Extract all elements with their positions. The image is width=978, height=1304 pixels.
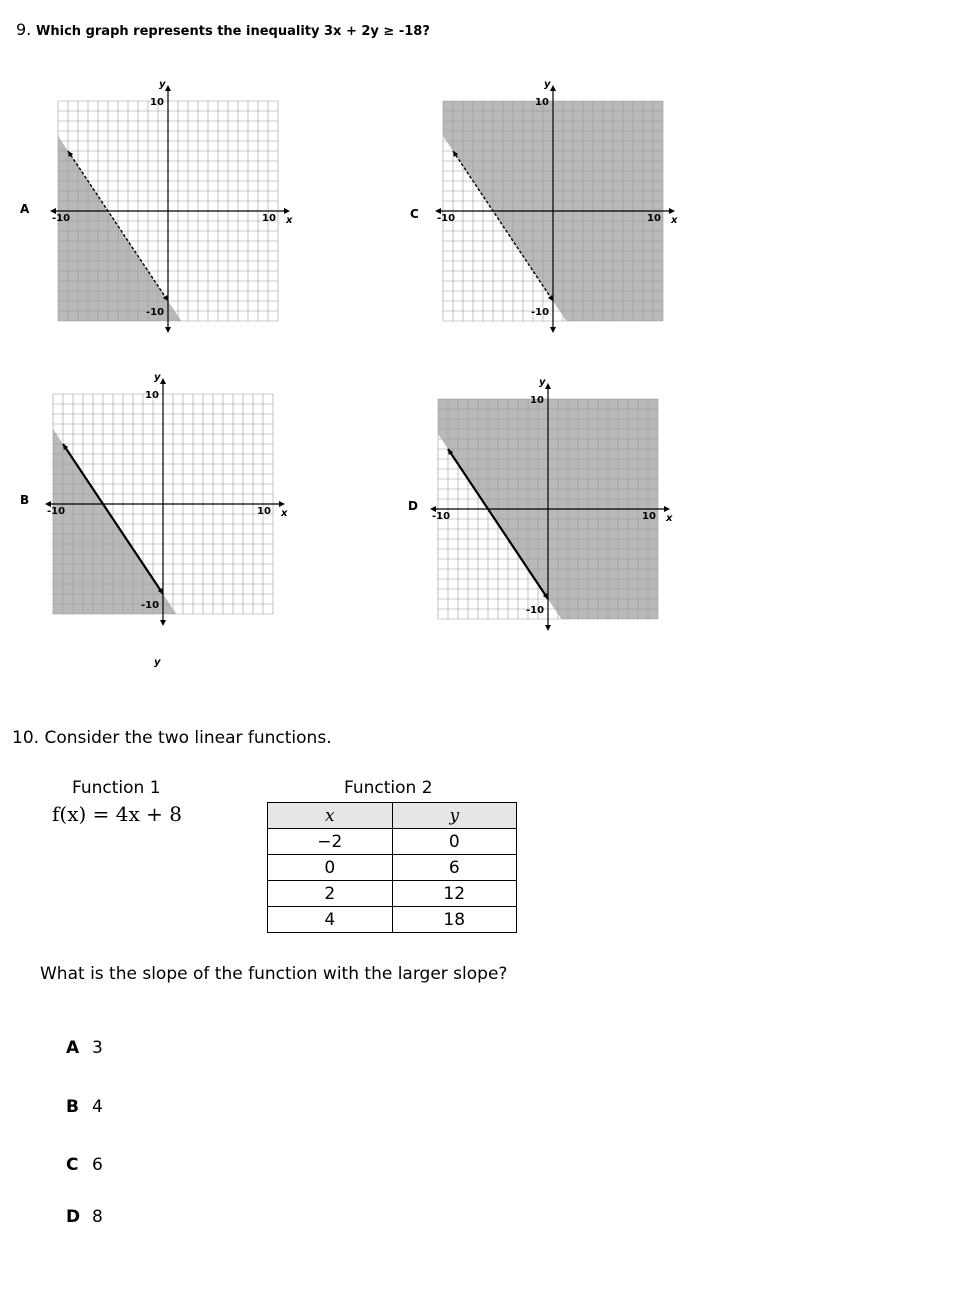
x-axis-label: x bbox=[666, 513, 673, 524]
function-2-table bbox=[267, 802, 517, 933]
y-min-label: -10 bbox=[141, 600, 160, 611]
arrow-icon bbox=[550, 327, 556, 333]
graph-option-c[interactable] bbox=[425, 75, 695, 345]
choice-b[interactable] bbox=[66, 1097, 103, 1117]
choice-c[interactable] bbox=[66, 1155, 103, 1175]
table-header-row bbox=[268, 803, 517, 829]
arrow-icon bbox=[545, 383, 551, 389]
choice-b-value: 4 bbox=[92, 1097, 103, 1117]
question-9-number: 9. bbox=[16, 20, 32, 39]
table-cell: 12 bbox=[392, 881, 517, 907]
x-max-label: 10 bbox=[642, 511, 656, 522]
question-10-number: 10. bbox=[12, 728, 40, 748]
x-min-label: -10 bbox=[437, 213, 456, 224]
option-c-label[interactable]: C bbox=[410, 207, 419, 221]
x-axis-label: x bbox=[281, 508, 288, 519]
arrow-icon bbox=[279, 501, 285, 507]
table-header-y: y bbox=[392, 803, 517, 829]
table-cell: −2 bbox=[268, 829, 393, 855]
y-max-label: 10 bbox=[150, 97, 164, 108]
y-max-label: 10 bbox=[535, 97, 549, 108]
function-1-title: Function 1 bbox=[72, 778, 161, 798]
choice-d[interactable] bbox=[66, 1207, 103, 1227]
arrow-icon bbox=[160, 620, 166, 626]
graph-option-b[interactable] bbox=[35, 368, 305, 638]
x-max-label: 10 bbox=[257, 506, 271, 517]
arrow-icon bbox=[160, 378, 166, 384]
choice-a-letter: A bbox=[66, 1038, 80, 1058]
y-min-label: -10 bbox=[526, 605, 545, 616]
graph-option-a[interactable] bbox=[40, 75, 310, 345]
choice-c-value: 6 bbox=[92, 1155, 103, 1175]
choice-d-value: 8 bbox=[92, 1207, 103, 1227]
choice-c-letter: C bbox=[66, 1155, 79, 1175]
arrow-icon bbox=[669, 208, 675, 214]
table-row bbox=[268, 881, 517, 907]
arrow-icon bbox=[165, 85, 171, 91]
table-cell: 0 bbox=[392, 829, 517, 855]
question-10 bbox=[12, 728, 332, 748]
option-a-label[interactable]: A bbox=[20, 202, 30, 216]
y-axis-label: y bbox=[154, 372, 161, 383]
stray-axis-label: y bbox=[154, 657, 161, 668]
arrow-icon bbox=[165, 327, 171, 333]
x-min-label: -10 bbox=[47, 506, 66, 517]
arrow-icon bbox=[550, 85, 556, 91]
x-axis-label: x bbox=[671, 215, 678, 226]
table-cell: 18 bbox=[392, 907, 517, 933]
y-min-label: -10 bbox=[531, 307, 550, 318]
y-min-label: -10 bbox=[146, 307, 165, 318]
x-min-label: -10 bbox=[432, 511, 451, 522]
x-min-label: -10 bbox=[52, 213, 71, 224]
table-header-x: x bbox=[268, 803, 393, 829]
y-axis-label: y bbox=[544, 79, 551, 90]
x-axis-label: x bbox=[286, 215, 293, 226]
table-cell: 6 bbox=[392, 855, 517, 881]
table-cell: 2 bbox=[268, 881, 393, 907]
graph-option-d[interactable] bbox=[420, 373, 690, 643]
arrow-icon bbox=[284, 208, 290, 214]
choice-a[interactable] bbox=[66, 1038, 103, 1058]
option-d-label[interactable]: D bbox=[408, 499, 418, 513]
choice-b-letter: B bbox=[66, 1097, 79, 1117]
table-row bbox=[268, 907, 517, 933]
question-9-text: Which graph represents the inequality 3x + 2y ≥ -18? bbox=[36, 24, 430, 39]
table-cell: 4 bbox=[268, 907, 393, 933]
table-cell: 0 bbox=[268, 855, 393, 881]
option-b-label[interactable]: B bbox=[20, 493, 30, 507]
y-max-label: 10 bbox=[145, 390, 159, 401]
question-10-text: Consider the two linear functions. bbox=[44, 728, 332, 748]
arrow-icon bbox=[545, 625, 551, 631]
question-9 bbox=[16, 20, 430, 39]
table-row bbox=[268, 829, 517, 855]
x-max-label: 10 bbox=[647, 213, 661, 224]
arrow-icon bbox=[664, 506, 670, 512]
y-axis-label: y bbox=[159, 79, 166, 90]
choice-a-value: 3 bbox=[92, 1038, 103, 1058]
function-1-equation: f(x) = 4x + 8 bbox=[52, 802, 182, 826]
y-axis-label: y bbox=[539, 377, 546, 388]
table-row bbox=[268, 855, 517, 881]
x-max-label: 10 bbox=[262, 213, 276, 224]
question-10-prompt: What is the slope of the function with the larger slope? bbox=[40, 964, 508, 984]
choice-d-letter: D bbox=[66, 1207, 81, 1227]
function-2-title: Function 2 bbox=[344, 778, 433, 798]
y-max-label: 10 bbox=[530, 395, 544, 406]
